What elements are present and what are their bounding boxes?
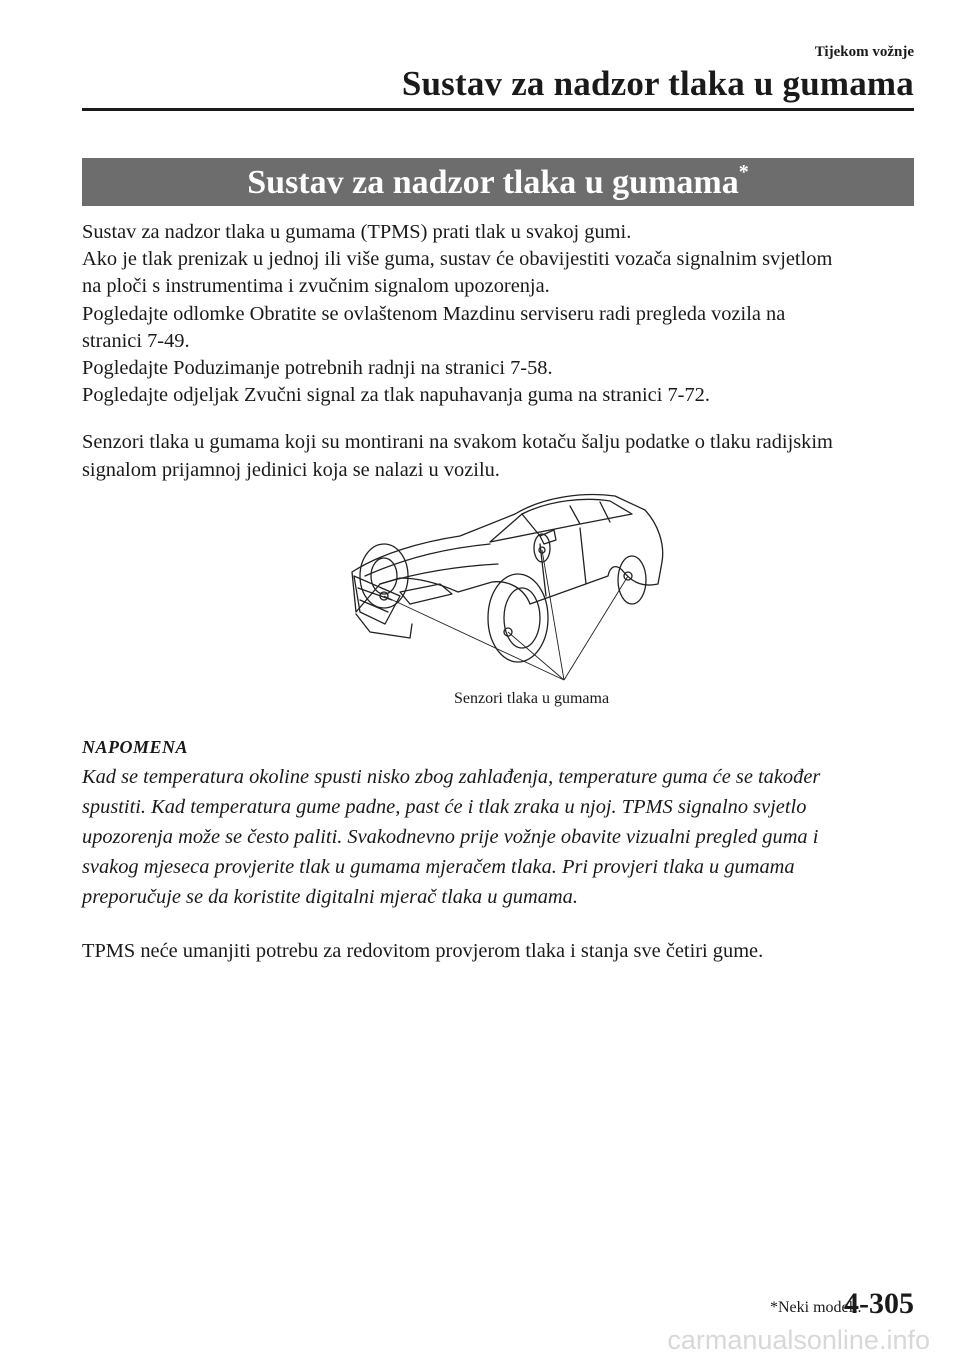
footnote: *Neki modeli. — [770, 1299, 862, 1316]
intro-paragraph — [82, 219, 922, 484]
intro-line: Pogledajte odjeljak Zvučni signal za tlak napuhavanja guma na stranici 7-72. — [82, 384, 710, 407]
header-rule — [82, 108, 914, 111]
note-line: upozorenja može se često paliti. Svakodnevno prije vožnje obavite vizualni pregled guma i — [82, 826, 819, 848]
car-tire-sensor-illustration — [340, 484, 670, 684]
intro-line: Pogledajte odlomke Obratite se ovlaštenom Mazdinu serviseru radi pregleda vozila na — [82, 302, 786, 325]
intro-line: na ploči s instrumentima i zvučnim signalom upozorenja. — [82, 275, 550, 298]
section-banner — [82, 158, 914, 206]
intro-line: Sustav za nadzor tlaka u gumama (TPMS) prati tlak u svakoj gumi. — [82, 221, 632, 243]
page-number: 4-305 — [844, 1287, 914, 1320]
running-header-title: Sustav za nadzor tlaka u gumama — [401, 64, 914, 103]
optional-feature-marker: * — [738, 161, 749, 183]
sensor-line: Senzori tlaka u gumama koji su montirani na svakom kotaču šalju podatke o tlaku radijskim — [82, 431, 833, 454]
note-text — [82, 762, 922, 912]
watermark: carmanualsonline.info — [667, 1325, 930, 1355]
final-paragraph: TPMS neće umanjiti potrebu za redovitom provjerom tlaka i stanja sve četiri gume. — [82, 940, 764, 962]
intro-line: stranici 7-49. — [82, 329, 190, 352]
sensor-line: signalom prijamnoj jedinici koja se nalazi u vozilu. — [82, 458, 500, 481]
intro-line: Pogledajte Poduzimanje potrebnih radnji na stranici 7-58. — [82, 357, 553, 380]
note-line: preporučuje se da koristite digitalni mjerač tlaka u gumama. — [82, 886, 578, 908]
note-line: spustiti. Kad temperatura gume padne, past će i tlak zraka u njoj. TPMS signalno svjetlo — [82, 796, 807, 818]
figure-caption: Senzori tlaka u gumama — [454, 690, 610, 707]
note-line: Kad se temperatura okoline spusti nisko zbog zahlađenja, temperature guma će se također — [82, 766, 821, 788]
intro-line: Ako je tlak prenizak u jednoj ili više guma, sustav će obavijestiti vozača signalnim svjetlom — [82, 248, 833, 271]
section-title: Sustav za nadzor tlaka u gumama — [247, 164, 739, 201]
note-title: NAPOMENA — [82, 737, 189, 757]
running-header-section: Tijekom vožnje — [814, 44, 914, 60]
note-line: svakog mjeseca provjerite tlak u gumama mjeračem tlaka. Pri provjeri tlaka u gumama — [82, 856, 795, 878]
